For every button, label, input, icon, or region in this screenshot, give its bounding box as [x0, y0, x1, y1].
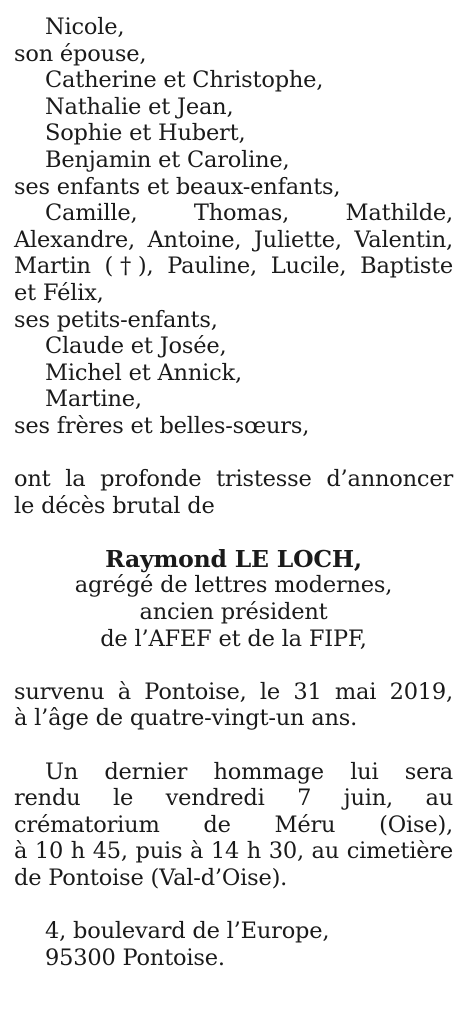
children-role: ses enfants et beaux-enfants,	[14, 173, 341, 200]
spacer	[14, 652, 453, 679]
spacer	[14, 732, 453, 759]
ceremony-line: Un dernier hommage lui sera	[45, 758, 453, 785]
address-street: 4, boulevard de l’Europe,	[45, 918, 330, 945]
death-line: à l’âge de quatre-vingt-un ans.	[14, 705, 358, 732]
ceremony-line: crématorium de Méru (Oise),	[14, 811, 453, 838]
spouse-name: Nicole,	[45, 14, 125, 40]
deceased-title: agrégé de lettres modernes,	[74, 572, 393, 599]
spacer	[14, 440, 453, 467]
grandchildren-line: Martin (†), Pauline, Lucile, Baptiste	[14, 253, 453, 280]
child-couple: Catherine et Christophe,	[45, 67, 324, 94]
announcement-line: ont la profonde tristesse d’annoncer	[14, 466, 453, 493]
child-couple: Nathalie et Jean,	[45, 93, 234, 120]
spacer	[14, 892, 453, 919]
ceremony-line: de Pontoise (Val-d’Oise).	[14, 865, 288, 891]
sibling-couple: Claude et Josée,	[45, 333, 227, 360]
spacer	[14, 519, 453, 546]
child-couple: Sophie et Hubert,	[45, 120, 246, 147]
grandchildren-role: ses petits-enfants,	[14, 306, 218, 333]
siblings-role: ses frères et belles-sœurs,	[14, 412, 310, 439]
address-city: 95300 Pontoise.	[45, 944, 225, 971]
announcement-line: le décès brutal de	[14, 492, 215, 519]
sibling-couple: Michel et Annick,	[45, 359, 242, 386]
grandchildren-line: et Félix,	[14, 279, 104, 306]
ceremony-line: à 10 h 45, puis à 14 h 30, au cimetière	[14, 838, 453, 865]
deceased-title: de l’AFEF et de la FIPF,	[100, 625, 367, 652]
ceremony-line: rendu le vendredi 7 juin, au	[14, 785, 453, 812]
child-couple: Benjamin et Caroline,	[45, 146, 290, 173]
deceased-title: ancien président	[139, 599, 328, 626]
grandchildren-line: Camille, Thomas, Mathilde,	[45, 200, 453, 227]
death-line: survenu à Pontoise, le 31 mai 2019,	[14, 678, 453, 705]
spouse-role: son épouse,	[14, 40, 147, 67]
sibling-couple: Martine,	[45, 386, 142, 413]
grandchildren-line: Alexandre, Antoine, Juliette, Valentin,	[14, 226, 453, 253]
deceased-name: Raymond LE LOCH,	[105, 544, 362, 573]
